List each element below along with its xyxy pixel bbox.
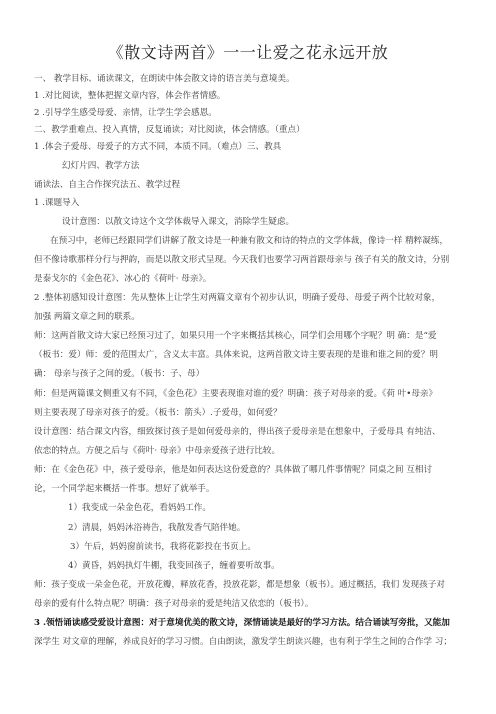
document-title: 《散文诗两首》一一让爱之花永远开放 [107, 43, 389, 62]
text-line: 但不像诗歌那样分行与押韵，而是以散文形式呈现。今天我们也要学习两首跟母亲与 孩子有关的散文诗，分别 [34, 255, 450, 265]
text-line: 依恋的特点。方便之后与《荷叶· 母亲》中母亲爱孩子进行比较。 [34, 446, 281, 456]
text-line: 1 .体会子爱母、母爱子的方式不同，本质不同。（难点）三、教具 [34, 142, 282, 152]
text-line: 加强 两篇文章之间的联系。 [34, 312, 140, 322]
text-line: 师：在《金色花》中，孩子爱母亲，他是如何表达这份爱意的？具体做了哪几件事情呢？同桌之间 互相讨 [34, 465, 433, 475]
text-line: 师：这两首散文诗大家已经预习过了，如果只用一个字来概括其核心，同学们会用哪个字呢？明 确：是“爱 [34, 331, 437, 341]
text-line: 设计意图：以散文诗这个文学体裁导入课文，消除学生疑虑。 [62, 217, 295, 227]
text-line: 设计意图：结合课文内容，细致探讨孩子是如何爱母亲的，得出孩子爱母亲是在想象中，子爱母具 有纯洁、 [34, 427, 441, 437]
text-line: 论，一个同学起来概括一件事。想好了就举手。 [34, 484, 215, 494]
text-line: 幻灯片四、教学方法 [62, 161, 140, 171]
text-line: 2 .引导学生感受母爱、亲情，让学生学会感恩。 [34, 108, 217, 118]
list-item: 4）黄昏，妈妈执灯牛棚，我变回孩子，缠着要听故事。 [68, 561, 280, 571]
section-heading-line: 3 .领悟诵读感受爱设计意图：对于意境优美的散文诗，深情诵读是最好的学习方法。结合诵读写旁批，又能加 [34, 618, 450, 628]
text-line: 师：但是两篇课文侧重又有不同，《金色花》主要表现谁对谁的爱？明确：孩子对母亲的爱。《荷 叶•母亲》 [34, 389, 438, 399]
text-line: 在预习中，老师已经跟同学们讲解了散文诗是一种兼有散文和诗的特点的文学体裁，像诗一样 精粹凝练， [50, 236, 449, 246]
list-item: 2）清晨，妈妈沐浴祷告，我散发香气陪伴她。 [68, 523, 246, 533]
list-item: 1）我变成一朵金色花，看妈妈工作。 [68, 503, 211, 513]
text-line: 是泰戈尔的《金色花》、冰心的《荷叶· 母亲》。 [34, 274, 212, 284]
text-line: （板书：爱）师：爱的范围太广，含义太丰富。具体来说，这两首散文诗主要表现的是谁和谁之间的爱？明 [34, 350, 438, 360]
text-line: 母亲的爱有什么特点呢？明确：孩子对母亲的爱是纯洁又依恋的（板书）。 [34, 599, 314, 609]
text-line: 确： 母亲与孩子之间的爱。（板书：子、母） [34, 369, 205, 379]
list-item: 3）午后，妈妈窗前读书，我将花影投在书页上。 [70, 542, 256, 552]
text-line: 深学生 对文章的理解，养成良好的学习习惯。自由朗读，激发学生朗读兴趣，也有利于学生之间的合作学 习； [34, 637, 452, 647]
text-line: 师：孩子变成一朵金色花，开放花瓣，释放花香，投放花影，都是想象（板书）。通过概括，我们 发现孩子对 [34, 580, 445, 590]
text-line: 一、 教学目标、诵读课文，在朗读中体会散文诗的语言美与意境美。 [34, 74, 295, 84]
text-line: 则主要表现了母亲对孩子的爱。（板书：箭头）.子爱母，如何爱？ [34, 408, 282, 418]
text-line: 2 .整体初感知设计意图：先从整体上让学生对两篇文章有个初步认识，明确子爱母、母爱子两个比较对象， [34, 293, 441, 303]
text-line: 1 .对比阅读，整体把握文章内容，体会作者情感。 [34, 91, 226, 101]
text-line: 二、教学重难点、投入真情，反复诵读；对比阅读，体会情感。（重点） [34, 125, 305, 135]
text-line: 1 .课题导入 [34, 198, 80, 208]
text-line: 诵读法、自主合作探究法五、教学过程 [34, 180, 181, 190]
